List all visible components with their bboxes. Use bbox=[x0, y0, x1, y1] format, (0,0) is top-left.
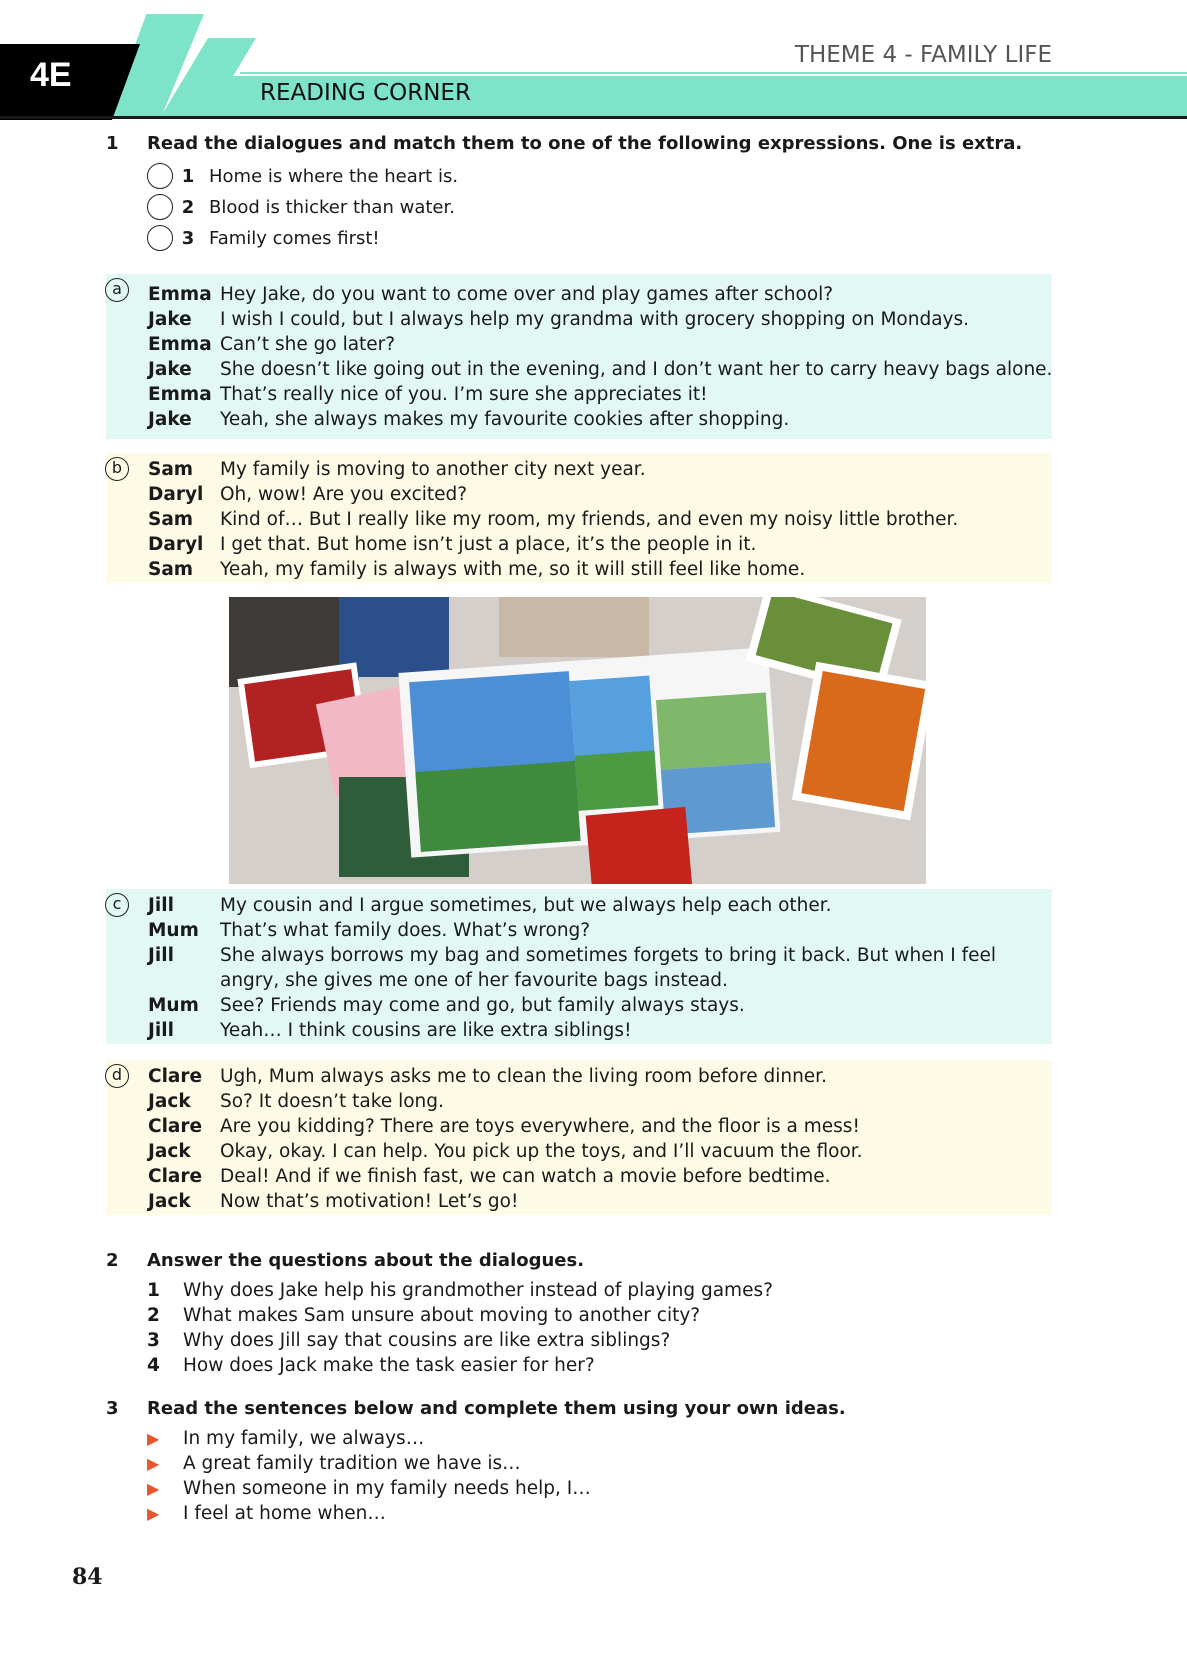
speaker: Jack bbox=[148, 1091, 191, 1112]
exercise-instruction: Answer the questions about the dialogues. bbox=[147, 1250, 585, 1271]
line-text: angry, she gives me one of her favourite bags instead. bbox=[220, 970, 728, 991]
line-text: My cousin and I argue sometimes, but we always help each other. bbox=[220, 895, 832, 916]
expression-item bbox=[147, 162, 458, 190]
line-text: Are you kidding? There are toys everywhere, and the floor is a mess! bbox=[220, 1116, 860, 1137]
expression-number: 2 bbox=[181, 196, 195, 218]
speaker: Jack bbox=[148, 1191, 191, 1212]
unit-code: 4E bbox=[30, 56, 72, 94]
line-text: She doesn’t like going out in the evening, and I don’t want her to carry heavy bags alone. bbox=[220, 359, 1053, 380]
speaker: Jill bbox=[148, 1020, 174, 1041]
question-item: 1 Why does Jake help his grandmother instead of playing games? bbox=[147, 1280, 773, 1301]
dialogue-letter: c bbox=[105, 893, 129, 917]
arrow-bullet-icon: ▶ bbox=[147, 1429, 160, 1448]
line-text: My family is moving to another city next year. bbox=[220, 459, 646, 480]
expression-text: Family comes first! bbox=[209, 227, 380, 249]
speaker: Jake bbox=[148, 409, 192, 430]
line-text: I wish I could, but I always help my grandma with grocery shopping on Mondays. bbox=[220, 309, 970, 330]
dialogue-c bbox=[106, 889, 1052, 1044]
line-text: Hey Jake, do you want to come over and play games after school? bbox=[220, 284, 834, 305]
question-text: Why does Jill say that cousins are like extra siblings? bbox=[183, 1330, 671, 1351]
speaker: Emma bbox=[148, 384, 212, 405]
prompt-item bbox=[147, 1503, 386, 1524]
prompt-item bbox=[147, 1478, 591, 1499]
line-text: So? It doesn’t take long. bbox=[220, 1091, 444, 1112]
prompt-text: When someone in my family needs help, I… bbox=[183, 1478, 591, 1499]
speaker: Jack bbox=[148, 1141, 191, 1162]
header-divider bbox=[0, 116, 1187, 119]
dialogue-d bbox=[106, 1060, 1052, 1215]
line-text: Can’t she go later? bbox=[220, 334, 396, 355]
question-item: 2 What makes Sam unsure about moving to another city? bbox=[147, 1305, 701, 1326]
line-text: That’s really nice of you. I’m sure she appreciates it! bbox=[220, 384, 708, 405]
speaker: Daryl bbox=[148, 534, 204, 555]
dialogue-b bbox=[106, 453, 1052, 583]
line-text: Deal! And if we finish fast, we can watch a movie before bedtime. bbox=[220, 1166, 831, 1187]
prompt-text: A great family tradition we have is… bbox=[183, 1453, 521, 1474]
speaker: Mum bbox=[148, 920, 199, 941]
line-text: Yeah… I think cousins are like extra siblings! bbox=[220, 1020, 632, 1041]
page-number: 84 bbox=[72, 1564, 103, 1590]
theme-title: THEME 4 - FAMILY LIFE bbox=[794, 42, 1052, 68]
line-text: Kind of… But I really like my room, my friends, and even my noisy little brother. bbox=[220, 509, 959, 530]
expression-number: 1 bbox=[181, 165, 195, 187]
question-text: How does Jack make the task easier for her? bbox=[183, 1355, 595, 1376]
family-photo-album-image bbox=[229, 597, 926, 884]
exercise-number: 3 bbox=[106, 1398, 119, 1419]
section-title: READING CORNER bbox=[260, 80, 471, 106]
line-text: I get that. But home isn’t just a place, it’s the people in it. bbox=[220, 534, 757, 555]
exercise-number: 2 bbox=[106, 1250, 119, 1271]
answer-circle[interactable] bbox=[147, 225, 173, 251]
dialogue-letter: d bbox=[105, 1064, 129, 1088]
answer-circle[interactable] bbox=[147, 163, 173, 189]
expression-number: 3 bbox=[181, 227, 195, 249]
line-text: Oh, wow! Are you excited? bbox=[220, 484, 468, 505]
exercise-instruction: Read the sentences below and complete them using your own ideas. bbox=[147, 1398, 846, 1419]
dialogue-letter: b bbox=[105, 457, 129, 481]
line-text: Yeah, she always makes my favourite cookies after shopping. bbox=[220, 409, 790, 430]
line-text: See? Friends may come and go, but family always stays. bbox=[220, 995, 745, 1016]
speaker: Sam bbox=[148, 509, 194, 530]
question-item: 4 How does Jack make the task easier for her? bbox=[147, 1355, 595, 1376]
prompt-text: In my family, we always… bbox=[183, 1428, 425, 1449]
expression-text: Blood is thicker than water. bbox=[209, 196, 455, 218]
prompt-item bbox=[147, 1428, 424, 1449]
expression-item bbox=[147, 193, 455, 221]
speaker: Jill bbox=[148, 945, 174, 966]
header-rule bbox=[240, 72, 1187, 74]
exercise-instruction: Read the dialogues and match them to one of the following expressions. One is extra. bbox=[147, 133, 1023, 154]
line-text: Yeah, my family is always with me, so it will still feel like home. bbox=[220, 559, 806, 580]
speaker: Clare bbox=[148, 1166, 203, 1187]
prompt-item bbox=[147, 1453, 521, 1474]
speaker: Sam bbox=[148, 459, 194, 480]
line-text: Now that’s motivation! Let’s go! bbox=[220, 1191, 519, 1212]
prompt-text: I feel at home when… bbox=[183, 1503, 386, 1524]
exercise-number: 1 bbox=[106, 133, 119, 154]
dialogue-a bbox=[106, 274, 1052, 439]
speaker: Sam bbox=[148, 559, 194, 580]
speaker: Clare bbox=[148, 1066, 203, 1087]
question-item: 3 Why does Jill say that cousins are like extra siblings? bbox=[147, 1330, 671, 1351]
line-text: Okay, okay. I can help. You pick up the toys, and I’ll vacuum the floor. bbox=[220, 1141, 863, 1162]
speaker: Daryl bbox=[148, 484, 204, 505]
speaker: Emma bbox=[148, 334, 212, 355]
speaker: Clare bbox=[148, 1116, 203, 1137]
expression-item bbox=[147, 224, 380, 252]
arrow-bullet-icon: ▶ bbox=[147, 1454, 160, 1473]
speaker: Emma bbox=[148, 284, 212, 305]
question-text: Why does Jake help his grandmother instead of playing games? bbox=[183, 1280, 773, 1301]
expression-text: Home is where the heart is. bbox=[209, 165, 459, 187]
line-text: Ugh, Mum always asks me to clean the living room before dinner. bbox=[220, 1066, 827, 1087]
arrow-bullet-icon: ▶ bbox=[147, 1479, 160, 1498]
line-text: That’s what family does. What’s wrong? bbox=[220, 920, 591, 941]
speaker: Jill bbox=[148, 895, 174, 916]
line-text: She always borrows my bag and sometimes forgets to bring it back. But when I feel bbox=[220, 945, 997, 966]
question-text: What makes Sam unsure about moving to another city? bbox=[183, 1305, 701, 1326]
answer-circle[interactable] bbox=[147, 194, 173, 220]
dialogue-letter: a bbox=[105, 278, 129, 302]
speaker: Jake bbox=[148, 309, 192, 330]
arrow-bullet-icon: ▶ bbox=[147, 1504, 160, 1523]
speaker: Jake bbox=[148, 359, 192, 380]
speaker: Mum bbox=[148, 995, 199, 1016]
